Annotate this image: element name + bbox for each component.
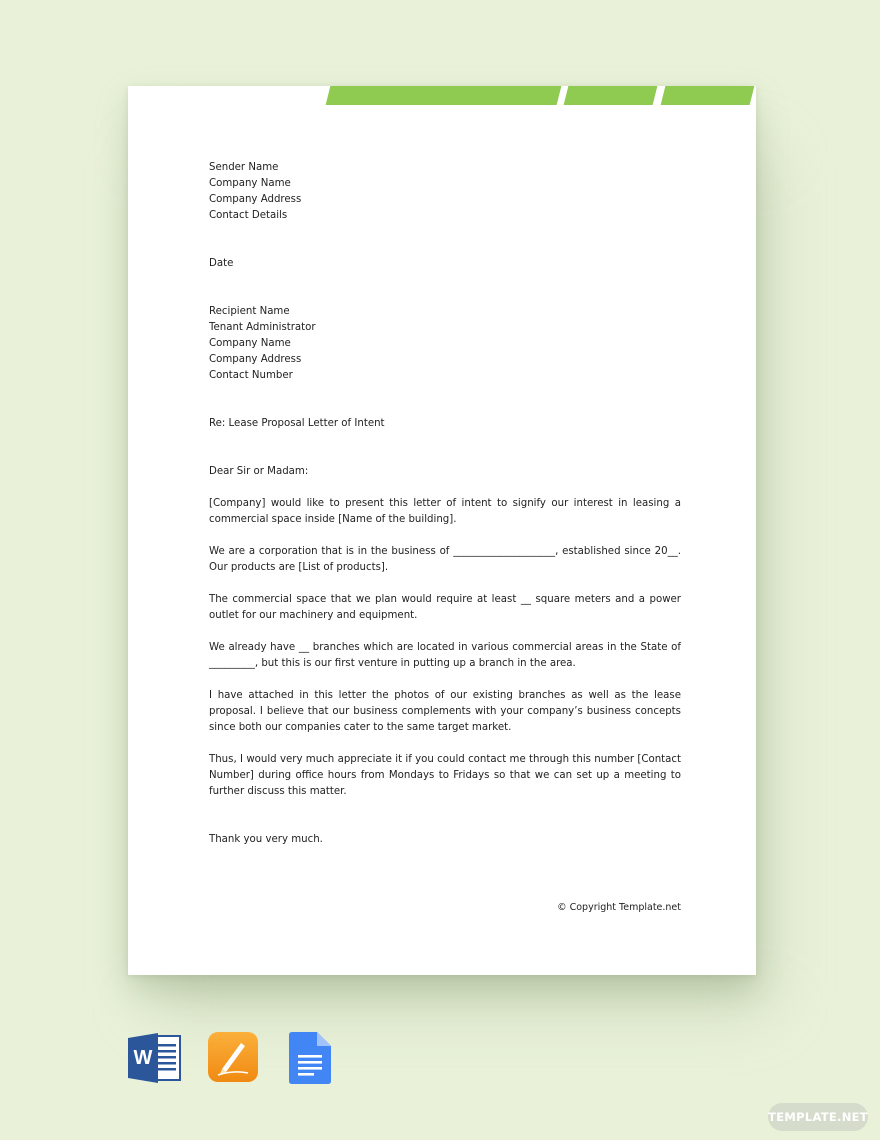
header-accent-band bbox=[661, 86, 755, 105]
sender-name: Sender Name bbox=[209, 162, 279, 173]
google-docs-icon[interactable] bbox=[289, 1032, 331, 1084]
recipient-name: Recipient Name bbox=[209, 306, 290, 317]
body-paragraph: [Company] would like to present this letter of intent to signify our interest in leasing a commercial space inside [Name of the building]. bbox=[209, 498, 681, 525]
recipient-company-name: Company Name bbox=[209, 338, 291, 349]
recipient-title: Tenant Administrator bbox=[209, 322, 316, 333]
recipient-block bbox=[209, 304, 681, 384]
letter-body bbox=[209, 160, 681, 848]
sender-company-address: Company Address bbox=[209, 194, 302, 205]
sender-company-name: Company Name bbox=[209, 178, 291, 189]
template-net-badge[interactable]: TEMPLATE.NET bbox=[768, 1103, 868, 1131]
sender-block bbox=[209, 160, 681, 224]
header-accent-band bbox=[326, 86, 562, 105]
subject-line: Re: Lease Proposal Letter of Intent bbox=[209, 418, 385, 429]
word-icon[interactable] bbox=[128, 1032, 182, 1084]
body-paragraph: Thus, I would very much appreciate it if you could contact me through this number [Contact Number] during office hours from Mondays to Fridays so that we can set up a meeting to further discuss this matter. bbox=[209, 754, 681, 797]
salutation: Dear Sir or Madam: bbox=[209, 466, 309, 477]
body-paragraph: We already have __ branches which are located in various commercial areas in the State of _________, but this is our first venture in putting up a branch in the area. bbox=[209, 642, 681, 669]
sender-contact-details: Contact Details bbox=[209, 210, 288, 221]
svg-text:W: W bbox=[133, 1047, 153, 1069]
copyright-notice: © Copyright Template.net bbox=[557, 902, 681, 913]
recipient-contact-number: Contact Number bbox=[209, 370, 293, 381]
body-paragraph: We are a corporation that is in the business of ____________________, established since 20__. Our products are [List of products]. bbox=[209, 546, 681, 573]
letter-page bbox=[128, 86, 756, 975]
body-paragraph: The commercial space that we plan would require at least __ square meters and a power outlet for our machinery and equipment. bbox=[209, 594, 681, 621]
header-accent-band bbox=[564, 86, 658, 105]
pages-icon[interactable] bbox=[208, 1032, 258, 1082]
closing-line: Thank you very much. bbox=[209, 834, 323, 845]
recipient-company-address: Company Address bbox=[209, 354, 302, 365]
body-paragraph: I have attached in this letter the photos of our existing branches as well as the lease proposal. I believe that our business complements with your company’s business concepts since both our companies cater to the same target market. bbox=[209, 690, 681, 733]
letter-date: Date bbox=[209, 258, 234, 269]
